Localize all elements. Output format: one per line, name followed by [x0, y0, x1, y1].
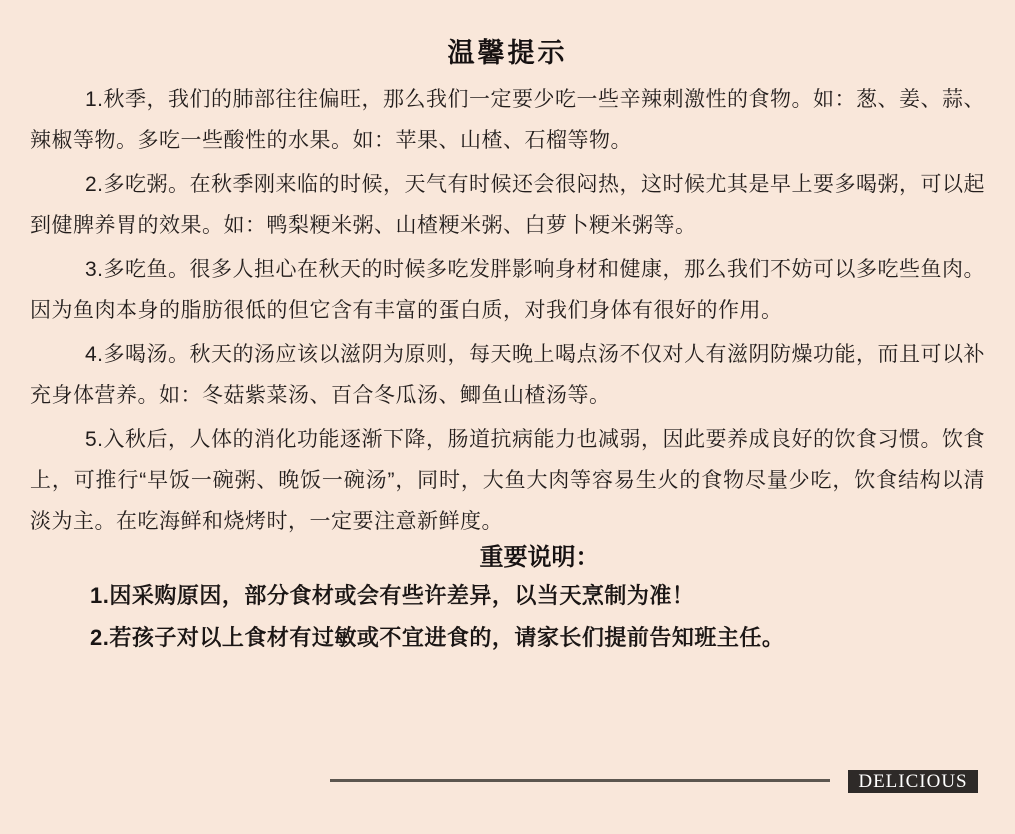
note-item-2: 2.若孩子对以上食材有过敏或不宜进食的，请家长们提前告知班主任。 [90, 625, 785, 650]
tip-paragraph-5: 5.入秋后，人体的消化功能逐渐下降，肠道抗病能力也减弱，因此要养成良好的饮食习惯。饮食上，可推行“早饭一碗粥、晚饭一碗汤”，同时，大鱼大肉等容易生火的食物尽量少吃，饮食结构以清淡为主。在吃海鲜和烧烤时，一定要注意新鲜度。 [30, 428, 986, 533]
tip-paragraph-4: 4.多喝汤。秋天的汤应该以滋阴为原则，每天晚上喝点汤不仅对人有滋阴防燥功能，而且可以补充身体营养。如：冬菇紫菜汤、百合冬瓜汤、鲫鱼山楂汤等。 [30, 343, 986, 407]
notes-heading-text: 重要说明： [479, 544, 600, 571]
notes-section [30, 575, 985, 658]
tip-paragraph-3: 3.多吃鱼。很多人担心在秋天的时候多吃发胖影响身材和健康，那么我们不妨可以多吃些鱼肉。因为鱼肉本身的脂肪很低的但它含有丰富的蛋白质，对我们身体有很好的作用。 [30, 258, 986, 322]
tips-section [30, 79, 985, 542]
tip-paragraph-2: 2.多吃粥。在秋季刚来临的时候，天气有时候还会很闷热，这时候尤其是早上要多喝粥，可以起到健脾养胃的效果。如：鸭梨粳米粥、山楂粳米粥、白萝卜粳米粥等。 [30, 173, 986, 237]
note-item-1: 1.因采购原因，部分食材或会有些许差异，以当天烹制为准！ [90, 583, 695, 608]
notes-heading [30, 541, 985, 575]
delicious-badge: DELICIOUS [848, 770, 978, 793]
page-title: 温馨提示 [447, 38, 568, 68]
tip-paragraph-1: 1.秋季，我们的肺部往往偏旺，那么我们一定要少吃一些辛辣刺激性的食物。如：葱、姜、蒜、辣椒等物。多吃一些酸性的水果。如：苹果、山楂、石榴等物。 [30, 88, 986, 152]
footer-divider-line [330, 779, 830, 782]
